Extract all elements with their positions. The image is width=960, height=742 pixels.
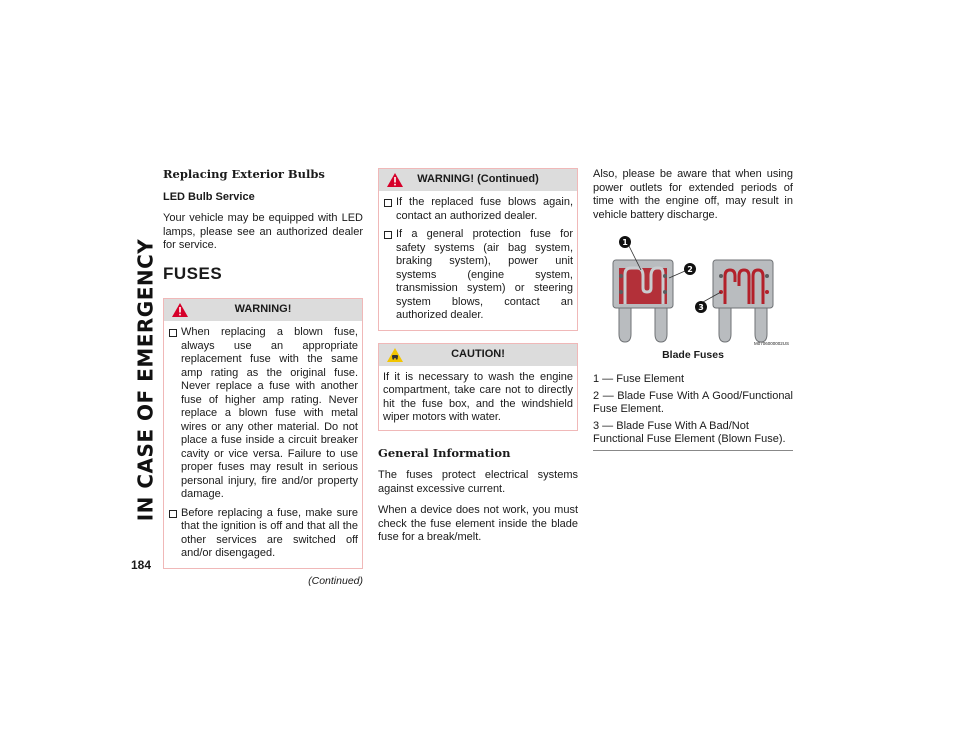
blade-fuses-figure (593, 232, 793, 347)
warning-header (164, 299, 362, 321)
caution-text: If it is necessary to wash the engine compartment, take care not to directly hit the fuse box, and the windshield wiper motors with water. (383, 370, 573, 423)
callout-1: 1 (622, 238, 628, 247)
figure-legend (593, 373, 793, 451)
continued-note: (Continued) (308, 574, 363, 587)
warning-bullet (168, 326, 358, 502)
caution-body (379, 366, 577, 430)
warning-title: WARNING! (234, 303, 292, 316)
caution-header (379, 344, 577, 366)
chapter-title: IN CASE OF EMERGENCY (133, 238, 157, 522)
warning-triangle-icon (172, 303, 188, 317)
warning-continued-box (378, 168, 578, 331)
column-left (163, 168, 363, 588)
callout-2: 2 (687, 265, 693, 274)
bullet-square-icon (384, 231, 392, 239)
power-outlet-note: Also, please be aware that when using power outlets for extended periods of time with the engine off, may result in vehicle battery discharge. (593, 168, 793, 221)
legend-item: 1 — Fuse Element (593, 372, 685, 385)
warning-bullet-text: When replacing a blown fuse, always use an appropriate replacement fuse with the same amp rating as the original fuse. Never replace a fuse with another fuse of higher amp rating. Never replace a blown fuse with metal wires or any other material. Do not place a fuse inside a circuit breaker cavity or vice versa. Failure to use proper fuses may result in serious personal injury, fire and/or property damage. (181, 326, 358, 500)
callout-3: 3 (698, 303, 704, 312)
page-number: 184 (131, 558, 152, 572)
heading-general-information: General Information (378, 445, 511, 460)
led-service-text: Your vehicle may be equipped with LED lamps, please see an authorized dealer for service. (163, 212, 363, 251)
warning-continued-title: WARNING! (Continued) (417, 173, 539, 186)
legend-item: 3 — Blade Fuse With A Bad/Not Functional Fuse Element (Blown Fuse). (593, 419, 786, 445)
warning-bullet-text: Before replacing a fuse, make sure that the ignition is off and that all the other services are switched off and/or disengaged. (181, 506, 358, 559)
good-fuse-illustration (613, 260, 673, 342)
bullet-square-icon (169, 329, 177, 337)
column-right (593, 168, 793, 451)
warning-triangle-icon (387, 173, 403, 187)
legend-divider (593, 450, 793, 451)
heading-replacing-exterior-bulbs: Replacing Exterior Bulbs (163, 167, 325, 181)
warning-bullet-text: If a general protection fuse for safety systems (air bag system, braking system), power unit systems (engine system, transmission system) or steering system blows, contact an authorized dealer. (396, 228, 573, 321)
legend-item: 2 — Blade Fuse With A Good/Functional Fuse Element. (593, 389, 793, 415)
caution-box (378, 343, 578, 431)
figure-caption: Blade Fuses (662, 349, 724, 361)
warning-continued-body (379, 191, 577, 330)
warning-bullet (383, 196, 573, 223)
general-paragraph-2: When a device does not work, you must check the fuse element inside the blade fuse for a break/melt. (378, 504, 578, 543)
figure-code: M0706000002US (753, 341, 789, 346)
general-paragraph-1: The fuses protect electrical systems against excessive current. (378, 469, 578, 495)
warning-bullet (383, 228, 573, 323)
bullet-square-icon (169, 510, 177, 518)
warning-bullet-text: If the replaced fuse blows again, contact an authorized dealer. (396, 196, 573, 222)
heading-led-bulb-service: LED Bulb Service (163, 190, 255, 203)
heading-fuses: FUSES (163, 263, 223, 283)
warning-bullet (168, 507, 358, 561)
column-middle (378, 168, 578, 553)
warning-box (163, 298, 363, 569)
blade-fuses-illustration (593, 232, 793, 347)
chapter-side-tab (130, 170, 160, 590)
bullet-square-icon (384, 199, 392, 207)
caution-car-icon (387, 348, 403, 362)
warning-body (164, 321, 362, 568)
caution-title: CAUTION! (451, 347, 505, 360)
blown-fuse-illustration (713, 260, 773, 342)
warning-continued-header (379, 169, 577, 191)
